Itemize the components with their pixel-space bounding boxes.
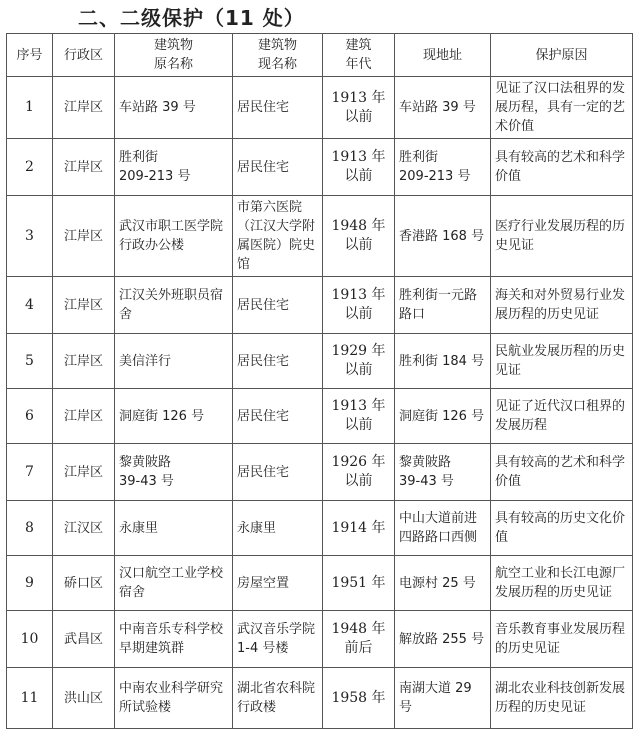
cell-current-name: 居民住宅 xyxy=(233,139,323,196)
cell-protection-reason: 具有较高的艺术和科学价值 xyxy=(491,139,633,196)
cell-address: 黎黄陂路 39-43 号 xyxy=(395,444,491,501)
cell-current-name: 居民住宅 xyxy=(233,277,323,334)
table-row xyxy=(7,556,633,611)
table-row xyxy=(7,611,633,668)
cell-district: 江岸区 xyxy=(53,389,115,444)
cell-original-name: 美信洋行 xyxy=(115,334,233,389)
cell-original-name: 车站路 39 号 xyxy=(115,77,233,139)
cell-row-number: 9 xyxy=(7,556,53,611)
cell-row-number: 1 xyxy=(7,77,53,139)
cell-row-number: 7 xyxy=(7,444,53,501)
cell-row-number: 2 xyxy=(7,139,53,196)
cell-address: 中山大道前进四路路口西侧 xyxy=(395,501,491,556)
cell-address: 胜利街一元路路口 xyxy=(395,277,491,334)
cell-row-number: 10 xyxy=(7,611,53,668)
col-header-current-name: 建筑物 现名称 xyxy=(233,34,323,77)
cell-era: 1929 年 以前 xyxy=(323,334,395,389)
cell-current-name: 居民住宅 xyxy=(233,77,323,139)
cell-protection-reason: 航空工业和长江电源厂发展历程的历史见证 xyxy=(491,556,633,611)
cell-district: 江岸区 xyxy=(53,334,115,389)
cell-protection-reason: 湖北农业科技创新发展历程的历史见证 xyxy=(491,668,633,729)
cell-protection-reason: 民航业发展历程的历史见证 xyxy=(491,334,633,389)
table-row xyxy=(7,77,633,139)
table-row xyxy=(7,139,633,196)
col-header-district: 行政区 xyxy=(53,34,115,77)
table-row xyxy=(7,389,633,444)
cell-era: 1913 年 以前 xyxy=(323,77,395,139)
col-header-reason: 保护原因 xyxy=(491,34,633,77)
cell-row-number: 11 xyxy=(7,668,53,729)
cell-protection-reason: 音乐教育事业发展历程的历史见证 xyxy=(491,611,633,668)
cell-address: 车站路 39 号 xyxy=(395,77,491,139)
cell-original-name: 武汉市职工医学院行政办公楼 xyxy=(115,196,233,277)
header-row xyxy=(7,34,633,77)
cell-era: 1914 年 xyxy=(323,501,395,556)
cell-original-name: 永康里 xyxy=(115,501,233,556)
cell-protection-reason: 见证了近代汉口租界的发展历程 xyxy=(491,389,633,444)
cell-original-name: 中南音乐专科学校早期建筑群 xyxy=(115,611,233,668)
col-header-era: 建筑 年代 xyxy=(323,34,395,77)
cell-protection-reason: 具有较高的历史文化价值 xyxy=(491,501,633,556)
cell-row-number: 6 xyxy=(7,389,53,444)
cell-address: 香港路 168 号 xyxy=(395,196,491,277)
table-row xyxy=(7,668,633,729)
cell-address: 胜利街 184 号 xyxy=(395,334,491,389)
col-header-address: 现地址 xyxy=(395,34,491,77)
cell-row-number: 3 xyxy=(7,196,53,277)
cell-era: 1948 年 以前 xyxy=(323,196,395,277)
cell-original-name: 洞庭街 126 号 xyxy=(115,389,233,444)
table-row xyxy=(7,196,633,277)
cell-district: 硚口区 xyxy=(53,556,115,611)
cell-original-name: 胜利街 209-213 号 xyxy=(115,139,233,196)
cell-district: 江岸区 xyxy=(53,444,115,501)
cell-era: 1926 年 以前 xyxy=(323,444,395,501)
cell-current-name: 武汉音乐学院 1-4 号楼 xyxy=(233,611,323,668)
section-heading: 二、二级保护（11 处） xyxy=(78,6,305,30)
cell-original-name: 江汉关外班职员宿舍 xyxy=(115,277,233,334)
cell-current-name: 居民住宅 xyxy=(233,444,323,501)
cell-era: 1958 年 xyxy=(323,668,395,729)
cell-row-number: 4 xyxy=(7,277,53,334)
col-header-no: 序号 xyxy=(7,34,53,77)
cell-protection-reason: 见证了汉口法租界的发展历程，具有一定的艺术价值 xyxy=(491,77,633,139)
cell-current-name: 永康里 xyxy=(233,501,323,556)
cell-district: 江岸区 xyxy=(53,139,115,196)
protection-table xyxy=(6,33,633,729)
cell-address: 胜利街 209-213 号 xyxy=(395,139,491,196)
cell-original-name: 中南农业科学研究所试验楼 xyxy=(115,668,233,729)
cell-era: 1913 年 以前 xyxy=(323,389,395,444)
cell-district: 江汉区 xyxy=(53,501,115,556)
cell-original-name: 汉口航空工业学校宿舍 xyxy=(115,556,233,611)
cell-current-name: 居民住宅 xyxy=(233,334,323,389)
cell-current-name: 市第六医院（江汉大学附属医院）院史馆 xyxy=(233,196,323,277)
cell-protection-reason: 医疗行业发展历程的历史见证 xyxy=(491,196,633,277)
cell-era: 1948 年 前后 xyxy=(323,611,395,668)
cell-address: 南湖大道 29 号 xyxy=(395,668,491,729)
table-row xyxy=(7,277,633,334)
cell-era: 1913 年 以前 xyxy=(323,277,395,334)
cell-current-name: 湖北省农科院行政楼 xyxy=(233,668,323,729)
cell-address: 解放路 255 号 xyxy=(395,611,491,668)
cell-district: 武昌区 xyxy=(53,611,115,668)
cell-district: 江岸区 xyxy=(53,77,115,139)
cell-protection-reason: 具有较高的艺术和科学价值 xyxy=(491,444,633,501)
table-row xyxy=(7,444,633,501)
cell-original-name: 黎黄陂路 39-43 号 xyxy=(115,444,233,501)
cell-row-number: 8 xyxy=(7,501,53,556)
cell-row-number: 5 xyxy=(7,334,53,389)
cell-district: 洪山区 xyxy=(53,668,115,729)
cell-district: 江岸区 xyxy=(53,277,115,334)
cell-address: 电源村 25 号 xyxy=(395,556,491,611)
cell-district: 江岸区 xyxy=(53,196,115,277)
cell-address: 洞庭街 126 号 xyxy=(395,389,491,444)
cell-protection-reason: 海关和对外贸易行业发展历程的历史见证 xyxy=(491,277,633,334)
cell-era: 1913 年 以前 xyxy=(323,139,395,196)
cell-current-name: 居民住宅 xyxy=(233,389,323,444)
table-row xyxy=(7,334,633,389)
col-header-original-name: 建筑物 原名称 xyxy=(115,34,233,77)
cell-current-name: 房屋空置 xyxy=(233,556,323,611)
table-row xyxy=(7,501,633,556)
cell-era: 1951 年 xyxy=(323,556,395,611)
